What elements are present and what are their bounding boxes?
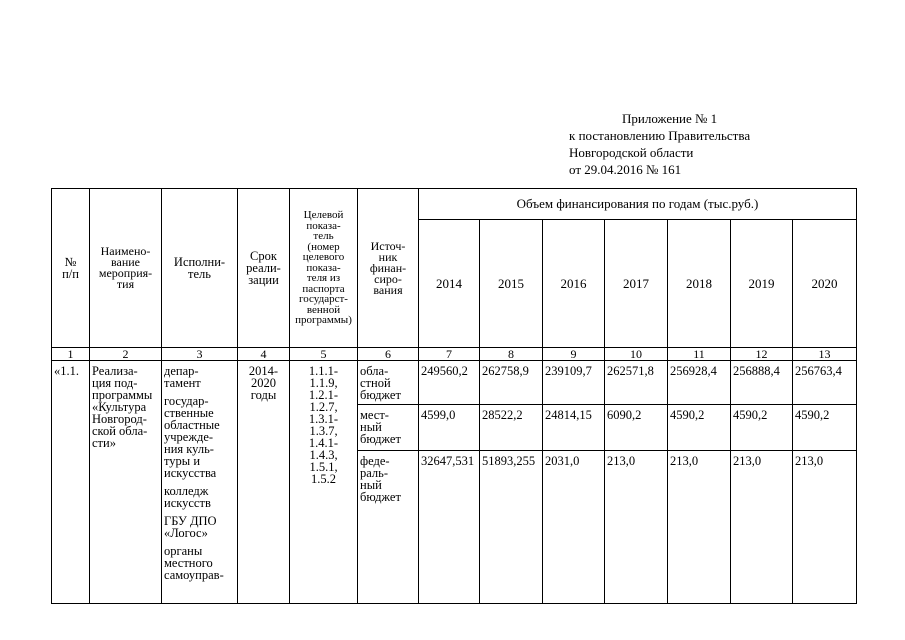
source-federal-budget: феде- раль- ный бюджет [358, 451, 419, 604]
value-local-2019: 4590,2 [731, 405, 793, 451]
value-local-2017: 6090,2 [605, 405, 668, 451]
column-number: 6 [358, 348, 419, 361]
column-number: 3 [162, 348, 238, 361]
value-federal-2017: 213,0 [605, 451, 668, 604]
appendix-line-date: от 29.04.2016 № 161 [569, 162, 682, 177]
executor-local-government: органы местного самоуправ- [164, 544, 224, 582]
header-no: № п/п [52, 189, 90, 348]
value-regional-2017: 262571,8 [605, 361, 668, 405]
header-year-2014: 2014 [419, 220, 480, 348]
column-number: 1 [52, 348, 90, 361]
value-local-2014: 4599,0 [419, 405, 480, 451]
column-number: 10 [605, 348, 668, 361]
executor-state-institutions: государ- ственные областные учрежде- ния куль- туры и искусства [164, 394, 220, 480]
value-regional-2015: 262758,9 [480, 361, 543, 405]
value-regional-2014: 249560,2 [419, 361, 480, 405]
appendix-block [569, 110, 750, 178]
header-year-2019: 2019 [731, 220, 793, 348]
value-federal-2019: 213,0 [731, 451, 793, 604]
column-number: 11 [668, 348, 731, 361]
column-number: 13 [793, 348, 857, 361]
source-regional-budget: обла- стной бюджет [358, 361, 419, 405]
value-regional-2019: 256888,4 [731, 361, 793, 405]
column-number: 5 [290, 348, 358, 361]
value-federal-2014: 32647,531 [419, 451, 480, 604]
header-year-2017: 2017 [605, 220, 668, 348]
header-year-2016: 2016 [543, 220, 605, 348]
value-federal-2018: 213,0 [668, 451, 731, 604]
header-executor: Исполни- тель [162, 189, 238, 348]
appendix-title: Приложение № 1 [622, 111, 718, 126]
header-name: Наимено- вание мероприя- тия [90, 189, 162, 348]
value-local-2015: 28522,2 [480, 405, 543, 451]
value-federal-2016: 2031,0 [543, 451, 605, 604]
value-regional-2020: 256763,4 [793, 361, 857, 405]
executor-college: колледж искусств [164, 484, 211, 510]
header-source: Источ- ник финан- сиро- вания [358, 189, 419, 348]
header-term: Срок реали- зации [238, 189, 290, 348]
value-local-2018: 4590,2 [668, 405, 731, 451]
header-year-2015: 2015 [480, 220, 543, 348]
header-year-2020: 2020 [793, 220, 857, 348]
column-number: 2 [90, 348, 162, 361]
header-year-2018: 2018 [668, 220, 731, 348]
implementation-term: 2014- 2020 годы [238, 361, 290, 604]
value-regional-2018: 256928,4 [668, 361, 731, 405]
value-regional-2016: 239109,7 [543, 361, 605, 405]
source-local-budget: мест- ный бюджет [358, 405, 419, 451]
target-indicator: 1.1.1- 1.1.9, 1.2.1- 1.2.7, 1.3.1- 1.3.7, 1.4.1- 1.4.3, 1.5.1, 1.5.2 [290, 361, 358, 604]
executor-cell [162, 361, 238, 604]
row-number: «1.1. [52, 361, 90, 604]
table-row [52, 361, 857, 405]
header-funding: Объем финансирования по годам (тыс.руб.) [419, 189, 857, 220]
column-number-row [52, 348, 857, 361]
column-number: 4 [238, 348, 290, 361]
executor-department: депар- тамент [164, 364, 201, 390]
value-local-2020: 4590,2 [793, 405, 857, 451]
appendix-line-region: Новгородской области [569, 145, 694, 160]
value-federal-2015: 51893,255 [480, 451, 543, 604]
header-indicator: Целевой показа- тель (номер целевого показа- теля из паспорта государст- венной программы) [290, 189, 358, 348]
value-local-2016: 24814,15 [543, 405, 605, 451]
value-federal-2020: 213,0 [793, 451, 857, 604]
column-number: 8 [480, 348, 543, 361]
column-number: 9 [543, 348, 605, 361]
funding-table [51, 188, 857, 604]
column-number: 12 [731, 348, 793, 361]
appendix-line-decree: к постановлению Правительства [569, 128, 751, 143]
executor-logos: ГБУ ДПО «Логос» [164, 514, 217, 540]
column-number: 7 [419, 348, 480, 361]
activity-name: Реализа- ция под- программы «Культура Новгород- ской обла- сти» [90, 361, 162, 604]
